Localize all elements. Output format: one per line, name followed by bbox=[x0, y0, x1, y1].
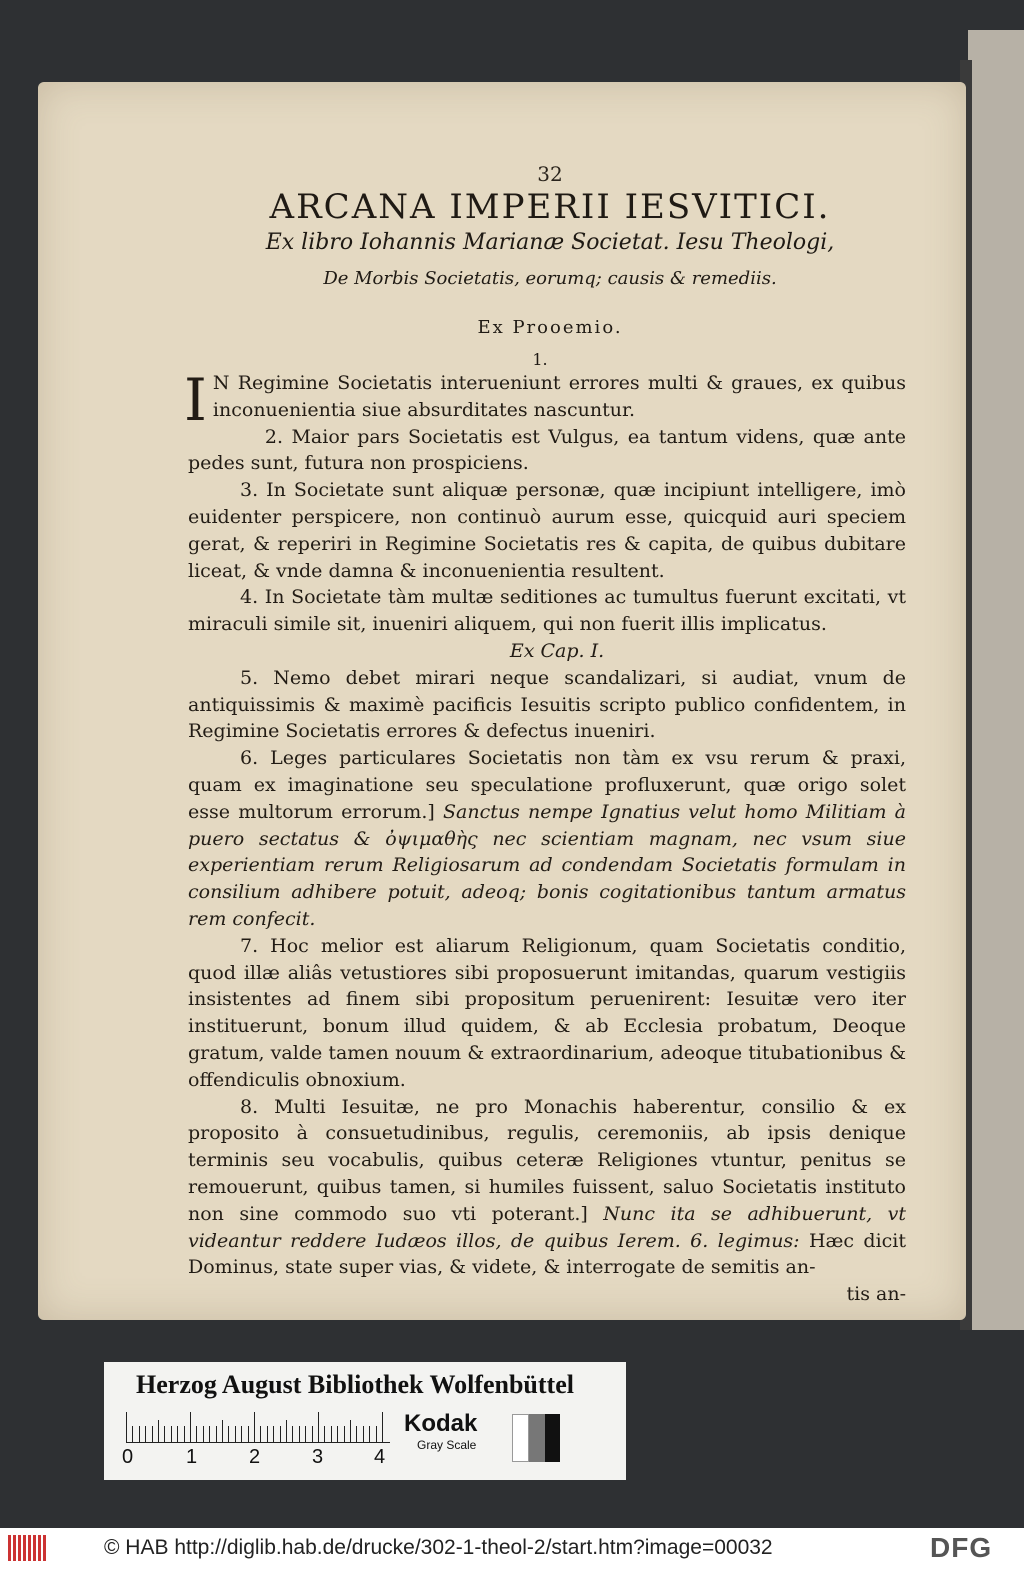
ruler-tick bbox=[260, 1426, 261, 1442]
ruler-tick bbox=[177, 1426, 178, 1442]
ruler-tick bbox=[203, 1426, 204, 1442]
ruler-tick bbox=[196, 1426, 197, 1442]
ruler-tick bbox=[139, 1426, 140, 1442]
ruler-number-1: 1 bbox=[186, 1446, 198, 1468]
ruler-tick bbox=[312, 1426, 313, 1442]
ruler-tick bbox=[184, 1426, 185, 1442]
ruler-tick bbox=[241, 1426, 242, 1442]
ruler-tick bbox=[286, 1420, 287, 1442]
subtitle-line-1: Ex libro Iohannis Marianæ Societat. Iesu Theologi, bbox=[265, 230, 835, 255]
ruler-tick bbox=[324, 1426, 325, 1442]
paragraph-1: I N Regimine Societatis interueniunt errores multi & graues, ex quibus inconuenientia siue absurditates nascuntur. bbox=[184, 366, 906, 434]
ruler-tick bbox=[222, 1420, 223, 1442]
ruler-tick bbox=[305, 1426, 306, 1442]
ruler-tick bbox=[228, 1426, 229, 1442]
page-number: 32 bbox=[537, 162, 563, 186]
ruler-tick bbox=[126, 1412, 127, 1442]
kodak-logo: Kodak bbox=[404, 1410, 478, 1437]
ruler-tick bbox=[235, 1426, 236, 1442]
ruler-tick bbox=[318, 1412, 319, 1442]
color-scale-card bbox=[104, 1362, 626, 1480]
body-text bbox=[184, 366, 906, 1308]
footer-url[interactable]: © HAB http://diglib.hab.de/drucke/302-1-theol-2/start.htm?image=00032 bbox=[104, 1536, 773, 1559]
section-heading: Ex Prooemio. bbox=[477, 317, 623, 338]
page-title: ARCANA IMPERII IESVITICI. bbox=[269, 187, 831, 227]
paragraph-3: 3. In Societate sunt aliquæ personæ, quæ incipiunt intelligere, imò euidenter perspicere, non continuò aurum esse, quicquid auri speciem gerat, & reperiri in Regimine Societatis res & capita, de quibus dubitare liceat, & vnde damna & inconuenientia resultent. bbox=[188, 479, 906, 582]
gray-patch-icon bbox=[512, 1414, 560, 1462]
library-name: Herzog August Bibliothek Wolfenbüttel bbox=[136, 1370, 574, 1399]
ruler-tick bbox=[363, 1426, 364, 1442]
ruler-tick bbox=[254, 1412, 255, 1442]
paragraph-2: 2. Maior pars Societatis est Vulgus, ea tantum videns, quæ ante pedes sunt, futura non prospiciens. bbox=[188, 425, 906, 475]
chapter-heading: Ex Cap. I. bbox=[509, 639, 605, 662]
drop-capital: I bbox=[184, 366, 207, 434]
ruler-tick bbox=[158, 1420, 159, 1442]
ruler-tick bbox=[350, 1420, 351, 1442]
ruler-tick bbox=[152, 1426, 153, 1442]
ruler-tick bbox=[299, 1426, 300, 1442]
ruler-tick bbox=[369, 1426, 370, 1442]
ruler-number-3: 3 bbox=[312, 1446, 324, 1468]
ruler-tick bbox=[292, 1426, 293, 1442]
paragraph-5: 5. Nemo debet mirari neque scandalizari, si audiat, vnum de antiquissimis & maximè pacificis Iesuitis scripto publico confidentem, in Regimine Societatis errores & defectus inueniri. bbox=[188, 666, 906, 743]
section-number: 1. bbox=[532, 350, 548, 369]
paragraph-6: 6. Leges particulares Societatis non tàm ex vsu rerum & praxi, quam ex imaginatione seu speculatione profluxerunt, quæ origo solet esse multorum errorum.] Sanctus nempe Ignatius velut homo Militiam à puero sectatus & ὀψιμαθὴς nec scientiam magnam, nec vsum siue experientiam rerum Religiosarum ad condendam Societatis formulam in consilium adhibere potuit, adeoq; bonis cogitationibus tantum armatus rem confecit. bbox=[188, 747, 906, 930]
ruler-tick bbox=[132, 1426, 133, 1442]
ruler-tick bbox=[273, 1426, 274, 1442]
ruler-tick bbox=[267, 1426, 268, 1442]
ruler-tick bbox=[216, 1426, 217, 1442]
commentary-6: Sanctus nempe Ignatius velut homo Militiam à puero sectatus & ὀψιμαθὴς nec scientiam magnam, nec vsum siue experientiam rerum Religiosarum ad condendam Societatis formulam in consilium adhibere potuit, adeoq; bonis cogitationibus tantum armatus rem confecit. bbox=[188, 800, 906, 930]
paragraph-4: 4. In Societate tàm multæ seditiones ac tumultus fuerunt excitati, vt miraculi simile sit, inueniri aliquem, qui non fuerit illis implicatus. bbox=[188, 586, 906, 636]
ruler-tick bbox=[331, 1426, 332, 1442]
barcode-logo-icon bbox=[8, 1535, 48, 1561]
ruler-tick bbox=[145, 1426, 146, 1442]
gray-scale-label: Gray Scale bbox=[417, 1438, 477, 1452]
ruler-tick bbox=[376, 1426, 377, 1442]
footer-bar bbox=[0, 1528, 1024, 1569]
subtitle-line-2: De Morbis Societatis, eorumq; causis & remediis. bbox=[323, 268, 777, 289]
ruler-tick bbox=[337, 1426, 338, 1442]
ruler-tick bbox=[209, 1426, 210, 1442]
ruler-tick bbox=[190, 1412, 191, 1442]
ruler-tick bbox=[356, 1426, 357, 1442]
paragraph-8: 8. Multi Iesuitæ, ne pro Monachis haberentur, consilio & ex proposito à consuetudinibus, regulis, ceremoniis, ab ipsis denique terminis seu vocabulis, quibus ceteræ Religiones vtuntur, penitus se remouerunt, quibus tamen, si humiles fuissent, saluo Societatis instituto non sine commodo suo vti poterant.] Nunc ita se adhibuerunt, vt videantur reddere Iudæos illos, de quibus Ierem. 6. legimus: Hæc dicit Dominus, state super vias, & videte, & interrogate de semitis an- bbox=[188, 1095, 906, 1279]
ruler-number-0: 0 bbox=[122, 1446, 134, 1468]
ruler-number-2: 2 bbox=[249, 1446, 261, 1468]
catchword: tis an- bbox=[846, 1283, 906, 1306]
dfg-logo: DFG bbox=[930, 1532, 993, 1563]
ruler-tick bbox=[248, 1426, 249, 1442]
commentary-8: Nunc ita se adhibuerunt, vt videantur reddere Iudæos illos, de quibus Ierem. 6. legimus: bbox=[188, 1202, 906, 1252]
ruler-tick bbox=[382, 1412, 383, 1442]
ruler-tick bbox=[164, 1426, 165, 1442]
paragraph-7: 7. Hoc melior est aliarum Religionum, quam Societatis conditio, quod illæ aliâs vetustiores sibi proposuerunt imitandas, quarum vestigiis insistentes ad finem sibi propositum peruenirent: Iesuitæ vero iter instituerunt, bonum illud quidem, & ab Ecclesia probatum, Deoque gratum, valde tamen nouum & extraordinarium, adeoque titubationibus & offendiculis obnoxium. bbox=[188, 934, 906, 1091]
ruler bbox=[126, 1410, 390, 1443]
ruler-tick bbox=[344, 1426, 345, 1442]
ruler-tick bbox=[280, 1426, 281, 1442]
ruler-number-4: 4 bbox=[374, 1446, 386, 1468]
ruler-tick bbox=[171, 1426, 172, 1442]
